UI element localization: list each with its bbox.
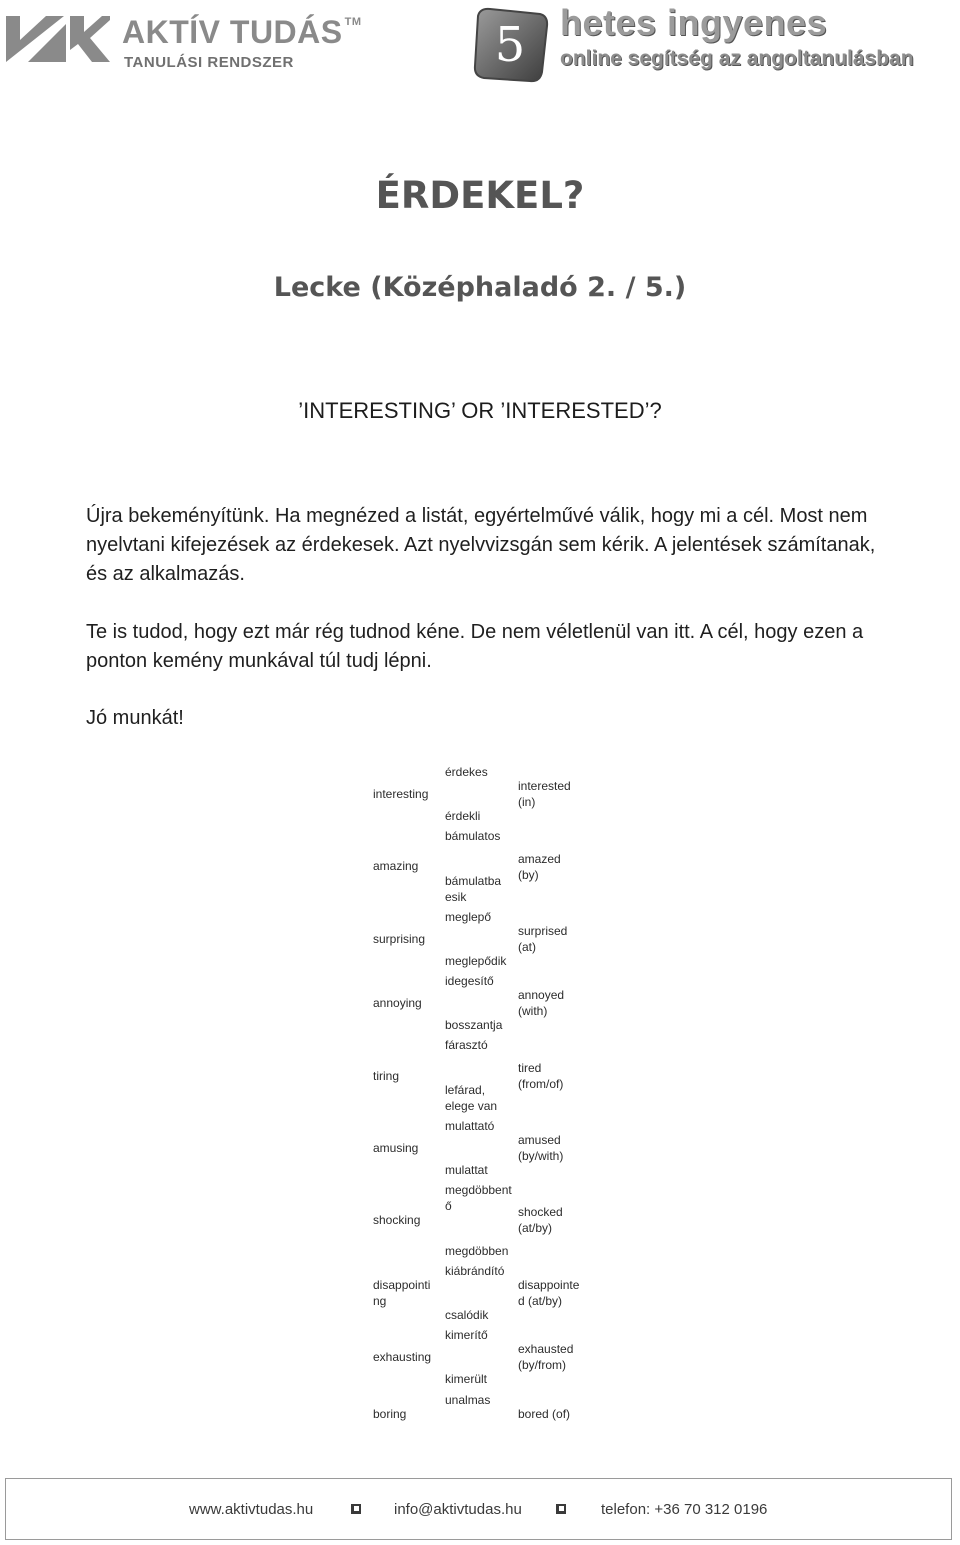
- vocab-hungarian-word: csalódik: [445, 1308, 489, 1322]
- vocab-participle-word: exhausted (by/from): [518, 1342, 574, 1372]
- vocab-hungarian-word: unalmas: [445, 1393, 491, 1407]
- vocab-hungarian-word: kimerült: [445, 1372, 488, 1386]
- vocab-hungarian-word: kimerítő: [445, 1328, 488, 1342]
- intro-paragraph-1: Újra bekeményítünk. Ha megnézed a listát, egyértelművé válik, hogy mi a cél. Most nem nyelvtani kifejezések az érdekesek. Azt nyelvvizsgán sem kérik. A jelentések számítanak, és az alkalmazás.: [86, 505, 876, 585]
- vocab-english-word: surprising: [373, 932, 426, 946]
- email-link[interactable]: info@aktivtudas.hu: [394, 1501, 522, 1518]
- vocab-participle-word: surprised (at): [518, 924, 568, 954]
- vocab-english-word: interesting: [373, 787, 429, 801]
- promo-title: hetes ingyenes: [560, 2, 828, 43]
- vocab-hungarian-word: bámulatba esik: [445, 874, 502, 904]
- vocab-english-word: boring: [373, 1407, 407, 1421]
- topic-heading: ’INTERESTING’ OR ’INTERESTED’?: [298, 398, 662, 423]
- checkbox-bullet-icon: [351, 1504, 361, 1514]
- page-title: ÉRDEKEL?: [375, 174, 585, 217]
- vocab-hungarian-word: meglepődik: [445, 954, 507, 968]
- lesson-subtitle: Lecke (Középhaladó 2. / 5.): [273, 272, 687, 303]
- vocab-hungarian-word: kiábrándító: [445, 1264, 505, 1278]
- vocab-participle-word: disappointe d (at/by): [518, 1278, 580, 1308]
- svg-text:5: 5: [494, 17, 526, 73]
- intro-paragraph-2: Te is tudod, hogy ezt már rég tudnod kéne. De nem véletlenül van itt. A cél, hogy ezen a ponton kemény munkával túl tudj lépni.: [86, 621, 864, 672]
- brand-subtitle: TANULÁSI RENDSZER: [124, 54, 294, 71]
- trademark-mark: TM: [344, 16, 362, 28]
- vocab-participle-word: amazed (by): [518, 852, 561, 882]
- vocab-hungarian-word: érdekli: [445, 809, 481, 823]
- vocab-hungarian-word: meglepő: [445, 910, 492, 924]
- vocab-hungarian-word: idegesítő: [445, 974, 494, 988]
- vocab-hungarian-word: érdekes: [445, 765, 488, 779]
- phone-number: telefon: +36 70 312 0196: [601, 1501, 768, 1518]
- vocab-hungarian-word: megdöbben: [445, 1244, 509, 1258]
- vocab-english-word: tiring: [373, 1069, 400, 1083]
- vocab-english-word: exhausting: [373, 1350, 432, 1364]
- vocab-participle-word: shocked (at/by): [518, 1205, 563, 1235]
- vocab-english-word: amazing: [373, 859, 419, 873]
- website-link[interactable]: www.aktivtudas.hu: [189, 1501, 314, 1518]
- footer-contact-bar: [5, 1478, 952, 1540]
- vocab-english-word: annoying: [373, 996, 422, 1010]
- intro-closing: Jó munkát!: [86, 707, 184, 729]
- vocab-participle-word: interested (in): [518, 779, 571, 809]
- vocab-participle-word: bored (of): [518, 1407, 571, 1421]
- vocab-participle-word: amused (by/with): [518, 1133, 564, 1163]
- vocab-english-word: amusing: [373, 1141, 419, 1155]
- vocab-participle-word: annoyed (with): [518, 988, 565, 1018]
- promo-subtitle: online segítség az angoltanulásban: [560, 47, 914, 70]
- brand-name: AKTÍV TUDÁS ™: [122, 14, 362, 50]
- vocab-hungarian-word: lefárad, elege van: [445, 1083, 498, 1113]
- vocab-hungarian-word: bámulatos: [445, 829, 501, 843]
- vocab-hungarian-word: fárasztó: [445, 1038, 488, 1052]
- vocab-english-word: disappointi ng: [373, 1278, 431, 1308]
- vocab-hungarian-word: mulattató: [445, 1119, 495, 1133]
- vocab-hungarian-word: bosszantja: [445, 1018, 503, 1032]
- vocab-hungarian-word: mulattat: [445, 1163, 488, 1177]
- vocab-hungarian-word: megdöbbent ő: [445, 1183, 512, 1213]
- vocab-english-word: shocking: [373, 1213, 421, 1227]
- checkbox-bullet-icon: [556, 1504, 566, 1514]
- vocab-participle-word: tired (from/of): [518, 1061, 564, 1091]
